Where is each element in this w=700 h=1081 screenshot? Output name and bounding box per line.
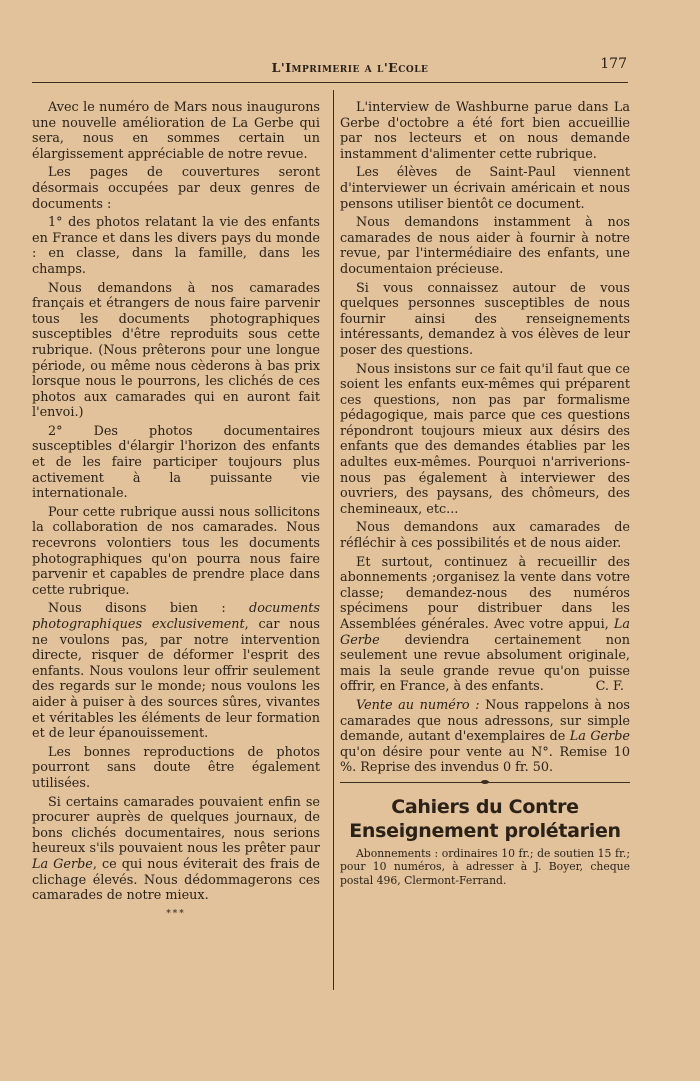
text-run: , ce qui nous éviterait des frais de clichage élevés. Nous dédommagerons ces camarades de notre mieux.	[32, 856, 320, 904]
section-stars: ***	[166, 908, 186, 919]
paragraph: Nous demandons aux camarades de réfléchir à ces possibilités et de nous aider.	[340, 520, 630, 552]
emphasis: La Gerbe	[569, 729, 631, 745]
emphasis: La Gerbe	[340, 617, 630, 648]
paragraph: 1° des photos relatant la vie des enfants en France et dans les divers pays du monde : en classe, dans la famille, dans les champs.	[32, 215, 320, 277]
running-title: L'Imprimerie a l'Ecole	[271, 60, 429, 75]
paragraph: Avec le numéro de Mars nous inaugurons une nouvelle amélioration de La Gerbe qui sera, nous en sommes certain un élargissement appréciable de notre revue.	[32, 100, 320, 162]
box-title: Cahiers du Contre Enseignement prolétarien	[349, 795, 621, 842]
page-number: 177	[600, 56, 627, 72]
box-text: Abonnements : ordinaires 10 fr.; de soutien 15 fr.; pour 10 numéros, à adresser à J. Boyer, cheque postal 496, Clermont-Ferrand.	[340, 846, 630, 887]
paragraph: Pour cette rubrique aussi nous sollicitons la collaboration de nos camarades. Nous recevrons volontiers tous les documents photographiques qu'on pourra nous faire parvenir et capables de prendre place dans cette rubrique.	[32, 504, 320, 598]
paragraph: Nous demandons à nos camarades français et étrangers de nous faire parvenir tous les documents photographiques susceptibles d'être reproduits sous cette rubrique. (Nous prêterons pour une longue période, ou même nous cèderons à bas prix lorsque nous le pourrons, les clichés de ces photos aux camarades qui en auront fait l'envoi.)	[32, 280, 320, 421]
emphasis: La Gerbe	[32, 856, 93, 872]
paragraph: Les bonnes reproductions de photos pourront sans doute être également utilisées.	[32, 744, 320, 791]
text-run: Si certains camarades pouvaient enfin se procurer auprès de quelques journaux, de bons clichés documentaires, nous serions heureux s'ils pouvaient nous les prêter paur	[32, 794, 320, 857]
separator-rule	[340, 782, 630, 783]
paragraph	[340, 555, 630, 695]
paragraph: Les élèves de Saint-Paul viennent d'interviewer un écrivain américain et nous pensons utiliser bientôt ce document.	[340, 165, 630, 212]
text-run: Et surtout, continuez à recueillir des abonnements ;organisez la vente dans votre classe; demandez-nous des numéros spécimens pour distribuer dans les Assemblées générales. Avec votre appui,	[340, 554, 630, 632]
paragraph: Si vous connaissez autour de vous quelques personnes susceptibles de nous fournir ainsi des renseignements intéressants, demandez à vos élèves de leur poser des questions.	[340, 280, 630, 358]
text-run: deviendra certainement non seulement une revue absolument originale, mais la seule grande revue qu'on puisse offrir, en France, à des enfants.	[340, 632, 630, 695]
right-column	[340, 100, 630, 890]
emphasis: Vente au numéro :	[356, 697, 480, 713]
text-run: Nous disons bien :	[48, 601, 250, 617]
paragraph	[32, 795, 320, 904]
paragraph	[340, 698, 630, 776]
text-run: , car nous ne voulons pas, par notre intervention directe, risquer de déformer l'esprit des enfants. Nous voulons leur offrir seulement des regards sur le monde; nous voulons les aider à puiser à des sources sûres, vivantes et véritables les éléments de leur formation et de leur épanouissement.	[32, 617, 321, 742]
running-head	[0, 56, 700, 80]
text-run: Nous rappelons à nos camarades que nous adressons, sur simple demande, autant d'exemplaires de	[340, 697, 631, 745]
left-column	[32, 100, 320, 922]
text-run: qu'on désire pour vente au N°. Remise 10 %. Reprise des invendus 0 fr. 50.	[340, 744, 630, 776]
paragraph: Nous insistons sur ce fait qu'il faut que ce soient les enfants eux-mêmes qui préparent ces questions, non pas par formalisme pédagogique, mais parce que ces questions répondront toujours mieux aux désirs des enfants que des demandes établies par les adultes eux-mêmes. Pourquoi n'arriverions-nous pas également à interviewer des ouvriers, des paysans, des chômeurs, des chemineaux, etc...	[340, 361, 630, 517]
column-divider	[333, 90, 334, 990]
paragraph: Nous demandons instamment à nos camarades de nous aider à fournir à notre revue, par l'intermédiaire des enfants, une documentaion précieuse.	[340, 215, 630, 277]
signature: C. F.	[595, 679, 624, 695]
emphasis: documents photographiques exclusivement	[32, 601, 320, 632]
paragraph: L'interview de Washburne parue dans La Gerbe d'octobre a été fort bien accueillie par nos lecteurs et on nous demande instamment d'alimenter cette rubrique.	[340, 100, 630, 162]
paragraph: 2° Des photos documentaires susceptibles d'élargir l'horizon des enfants et de les faire participer toujours plus activement à la puissante vie internationale.	[32, 423, 320, 502]
paragraph	[32, 601, 320, 741]
header-rule	[32, 82, 628, 83]
paragraph: Les pages de couvertures seront désormais occupées par deux genres de documents :	[32, 165, 320, 212]
